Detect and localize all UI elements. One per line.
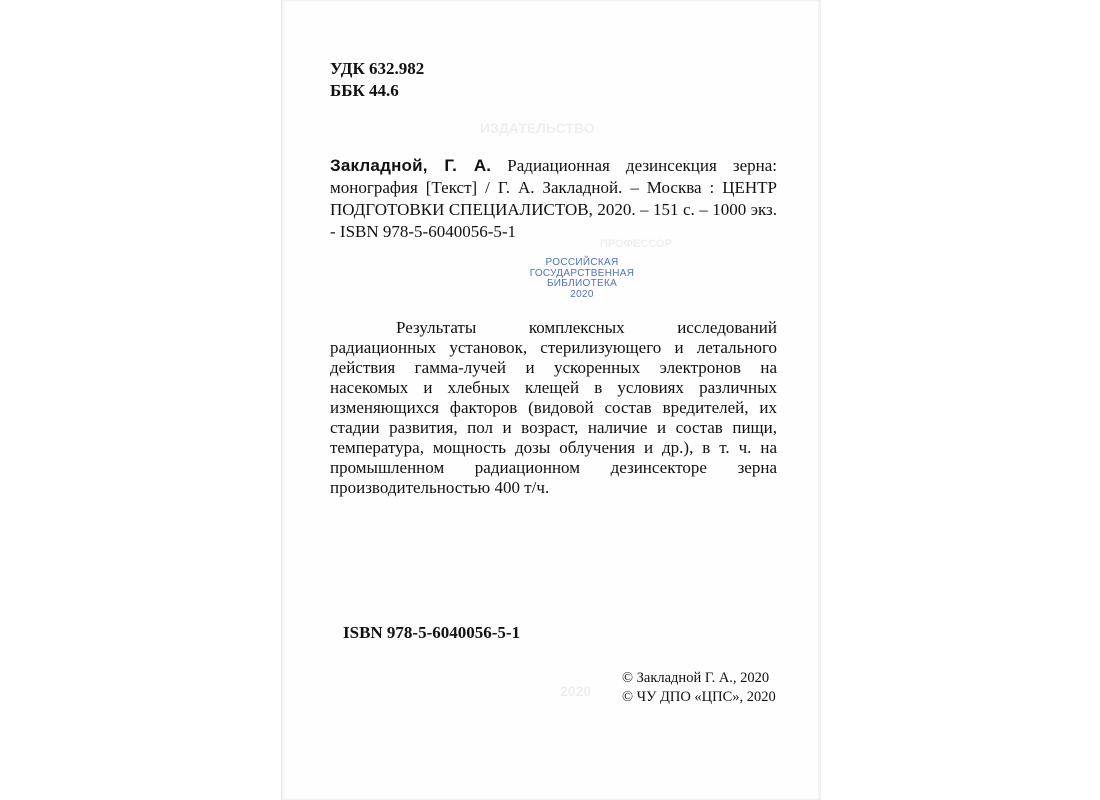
classification-codes bbox=[330, 58, 424, 102]
library-stamp bbox=[512, 258, 652, 300]
author-name: Закладной, Г. А. bbox=[330, 156, 492, 175]
show-through-artifact: 2020 bbox=[560, 683, 592, 699]
udc-code: УДК 632.982 bbox=[330, 59, 425, 78]
copyright-block bbox=[622, 669, 776, 707]
stamp-line: 2020 bbox=[570, 288, 594, 300]
show-through-artifact: ИЗДАТЕЛЬСТВО bbox=[480, 120, 595, 136]
stamp-line: БИБЛИОТЕКА bbox=[546, 278, 618, 289]
copyright-publisher: © ЧУ ДПО «ЦПС», 2020 bbox=[622, 689, 776, 705]
copyright-author: © Закладной Г. А., 2020 bbox=[622, 670, 770, 686]
bibliographic-record bbox=[330, 155, 777, 243]
abstract-text: Результаты комплексных исследований радиационных установок, стерилизующего и летального действия гамма-лучей и ускоренных электронов на насекомых и хлебных клещей в условиях различных изменяющихся факторов (видовой состав вредителей, их стадии развития, пол и возраст, наличие и состав пищи, температура, мощность дозы облучения и др.), в т. ч. на промышленном радиационном дезинсекторе зерна производительностью 400 т/ч. bbox=[330, 318, 777, 497]
stamp-line: РОССИЙСКАЯ bbox=[545, 257, 619, 268]
bbk-code: ББК 44.6 bbox=[330, 81, 399, 100]
show-through-artifact: ПРОФЕССОР bbox=[600, 238, 672, 250]
stamp-line: ГОСУДАРСТВЕННАЯ bbox=[529, 267, 635, 279]
bibliographic-description: Радиационная дезинсекция зерна: монография [Текст] / Г. А. Закладной. – Москва : ЦЕНТР ПОДГОТОВКИ СПЕЦИАЛИСТОВ, 2020. – 151 с. – 1000 экз. - ISBN 978-5-6040056-5-1 bbox=[330, 156, 778, 241]
isbn-number: ISBN 978-5-6040056-5-1 bbox=[343, 623, 521, 642]
